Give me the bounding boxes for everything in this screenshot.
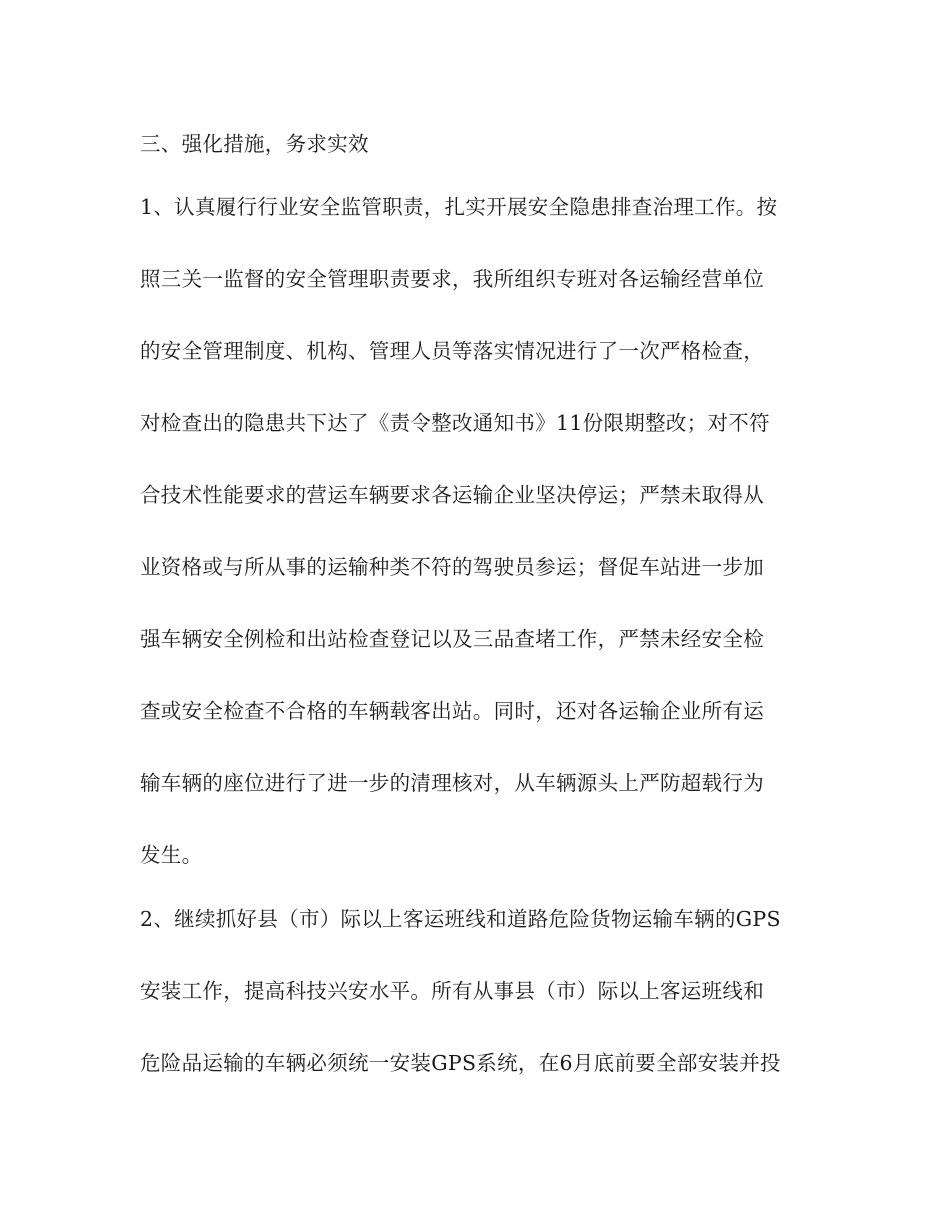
paragraph-2-line: 2、继续抓好县（市）际以上客运班线和道路危险货物运输车辆的GPS <box>140 907 781 931</box>
paragraph-1-line: 对检查出的隐患共下达了《责令整改通知书》11份限期整改；对不符 <box>140 411 770 435</box>
paragraph-1-line: 业资格或与所从事的运输种类不符的驾驶员参运；督促车站进一步加 <box>140 555 764 579</box>
paragraph-2-line: 安装工作，提高科技兴安水平。所有从事县（市）际以上客运班线和 <box>140 979 764 1003</box>
paragraph-1-line: 强车辆安全例检和出站检查登记以及三品查堵工作，严禁未经安全检 <box>140 627 764 651</box>
paragraph-1-line: 1、认真履行行业安全监管职责，扎实开展安全隐患排查治理工作。按 <box>140 195 778 219</box>
paragraph-1-line: 照三关一监督的安全管理职责要求，我所组织专班对各运输经营单位 <box>140 267 764 291</box>
paragraph-1-line: 发生。 <box>140 843 203 867</box>
paragraph-1-line: 查或安全检查不合格的车辆载客出站。同时，还对各运输企业所有运 <box>140 699 764 723</box>
paragraph-1-line: 合技术性能要求的营运车辆要求各运输企业坚决停运；严禁未取得从 <box>140 483 764 507</box>
paragraph-2-line: 危险品运输的车辆必须统一安装GPS系统，在6月底前要全部安装并投 <box>140 1051 781 1075</box>
paragraph-1-line: 输车辆的座位进行了进一步的清理核对，从车辆源头上严防超载行为 <box>140 771 764 795</box>
paragraph-1-line: 的安全管理制度、机构、管理人员等落实情况进行了一次严格检查， <box>140 339 764 363</box>
section-heading: 三、强化措施，务求实效 <box>140 132 369 156</box>
